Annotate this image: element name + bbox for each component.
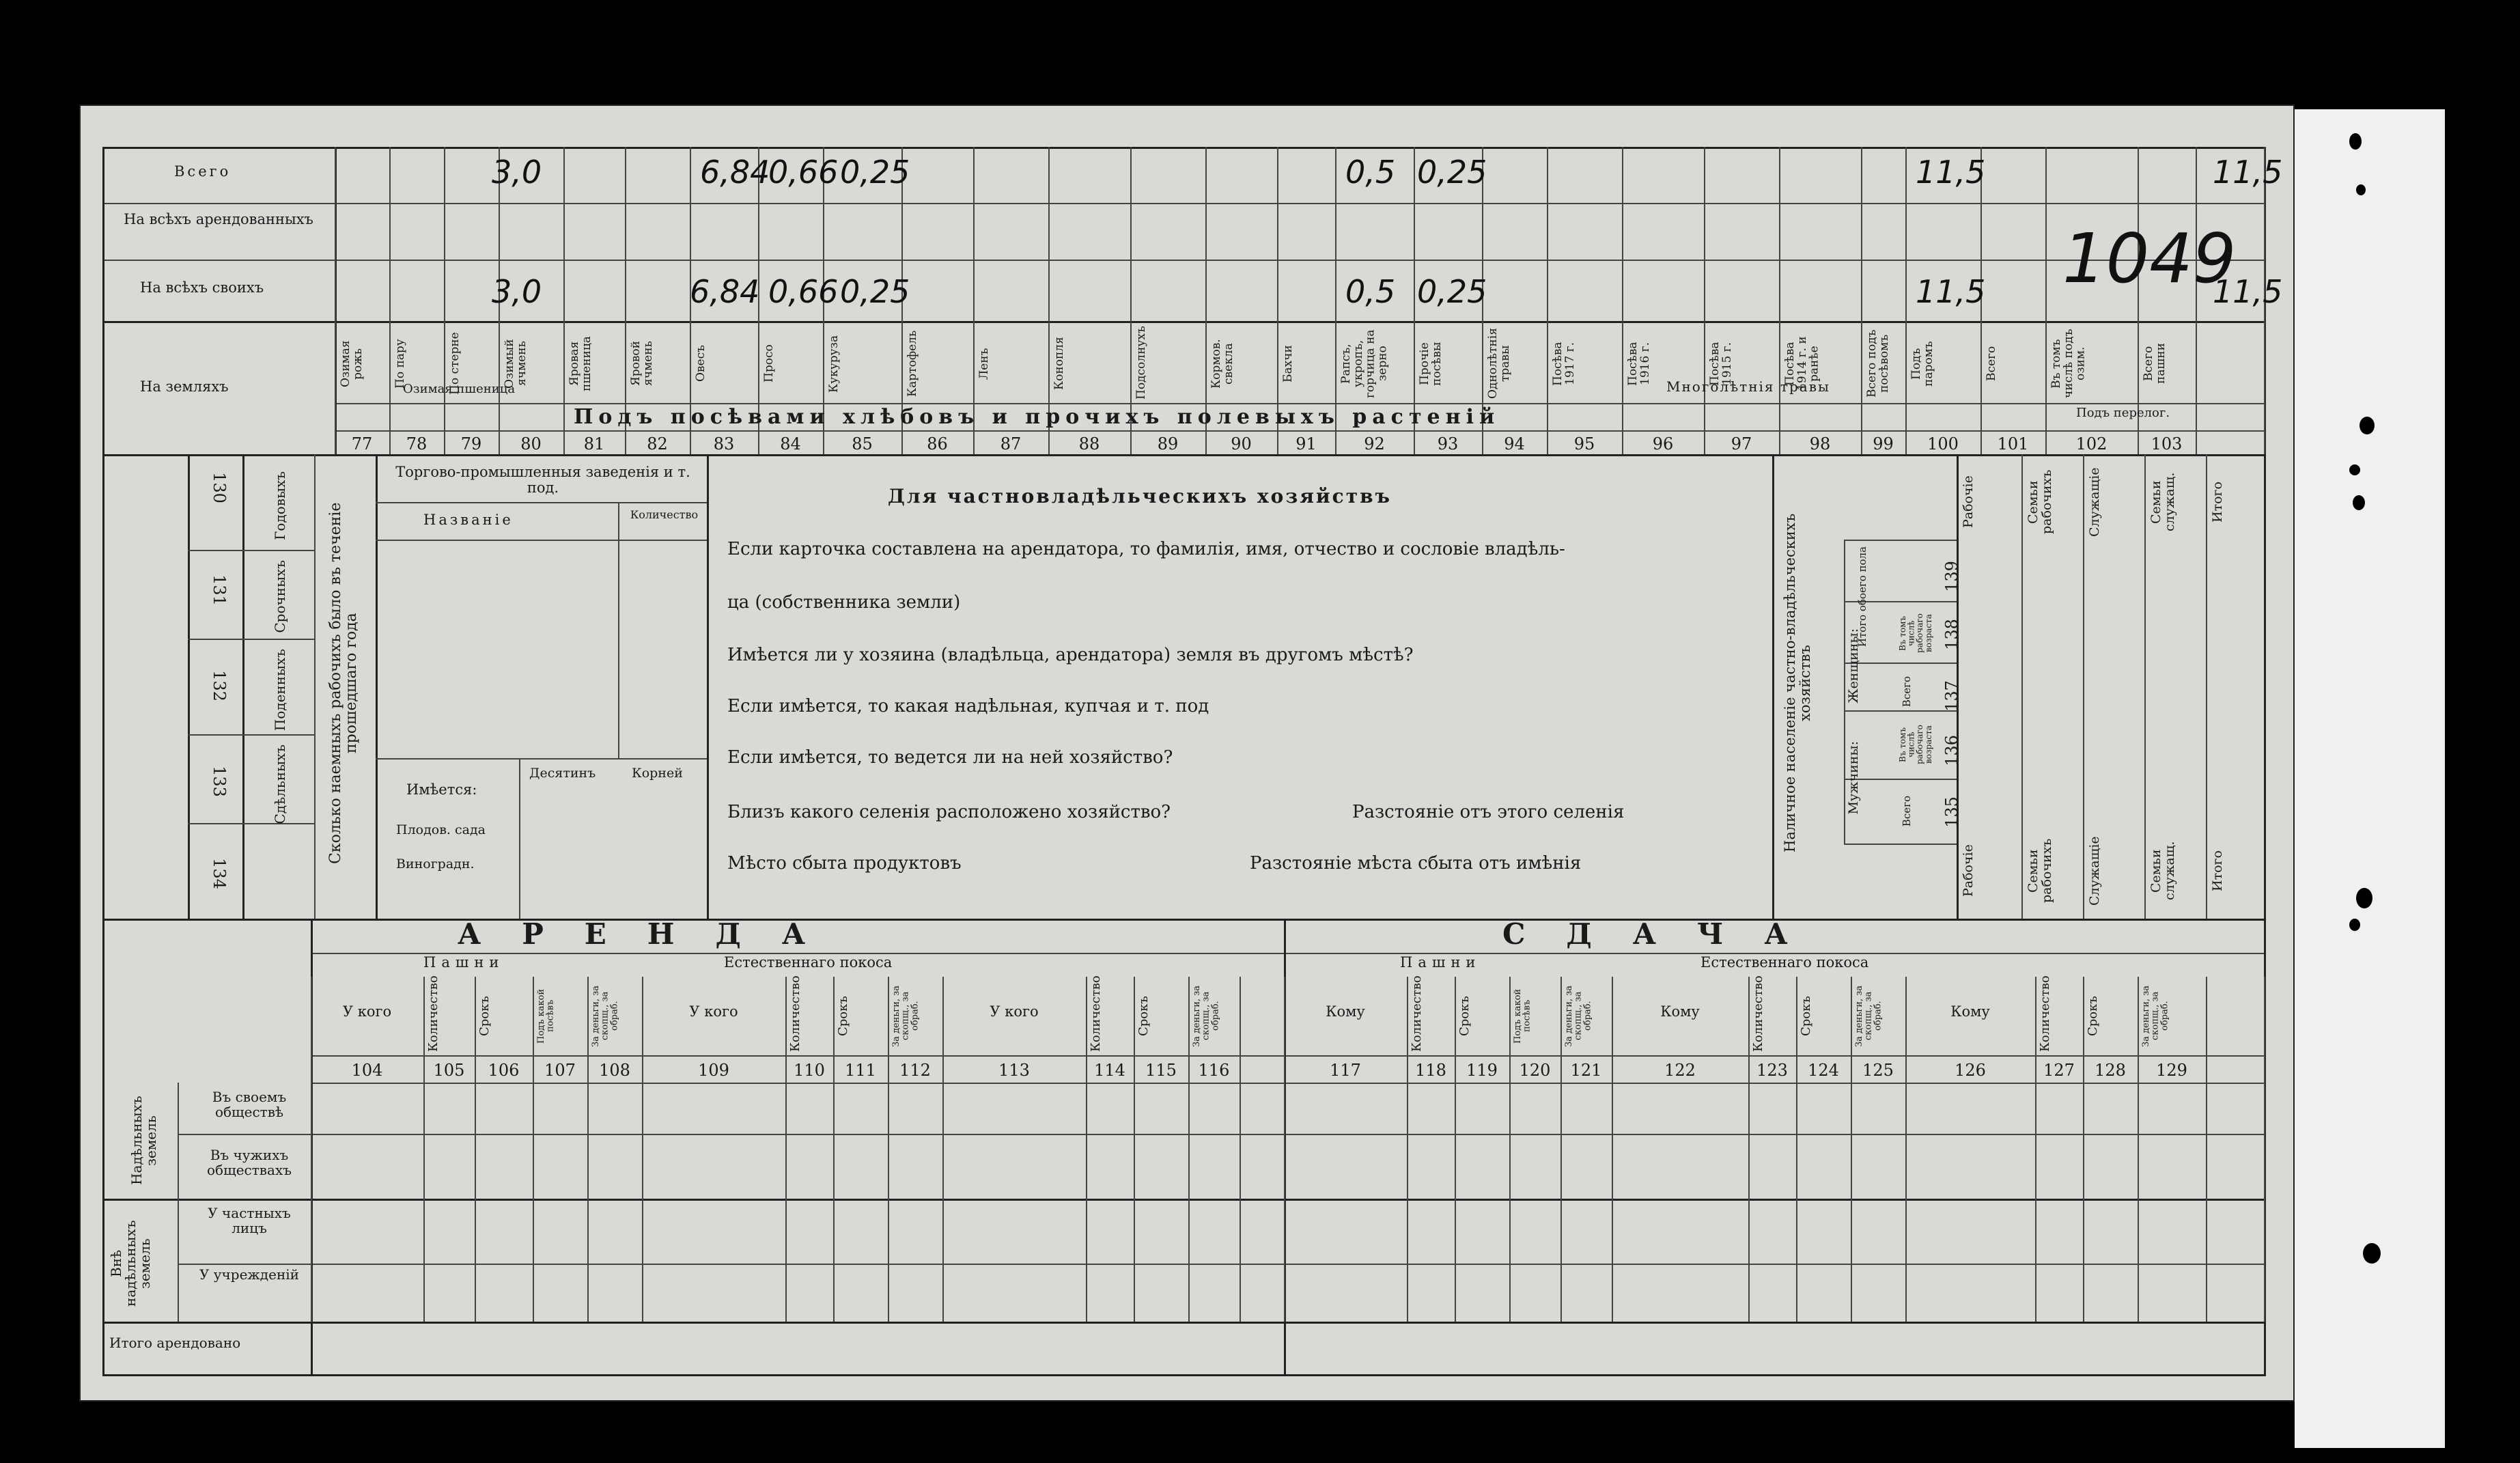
row-arend: На всѣхъ арендованныхъ [124,211,313,227]
column-rule [2196,147,2197,454]
arenda-number: 115 [1145,1061,1177,1080]
population-column-label: Служащіе [2087,467,2102,537]
arenda-column-rule [1086,977,1087,1322]
row-vsego: Всего [174,163,232,180]
desyatin: Десятинъ [529,766,596,781]
column-number: 89 [1157,434,1179,454]
population-column-label: Итого [2210,482,2225,522]
column-number: 91 [1296,434,1317,454]
hand-s-ozim: 3,0 [492,273,542,310]
arenda-number: 121 [1570,1061,1602,1080]
arenda-header: Количество [426,975,440,1052]
arenda-header: Срокъ [1799,996,1813,1036]
hand-s-yachmen: 6,84 [690,273,760,310]
num-134: 134 [209,858,229,889]
crop-header: Всего подъ посѣвомъ [1865,329,1891,398]
crop-header: Подъ паромъ [1909,341,1935,387]
torg-title: Торгово-промышленныя заведенія и т. под. [395,464,690,497]
arenda-number: 127 [2043,1061,2075,1080]
arenda-header: Количество [1089,975,1103,1052]
arenda-header: За деньги, за скопщ., за обраб. [1192,985,1221,1047]
arenda-number: 119 [1466,1061,1498,1080]
arenda-number: 107 [544,1061,576,1080]
punch-mark [2363,1243,2381,1264]
arenda-header: У кого [990,1003,1039,1020]
num-130: 130 [209,472,229,503]
arenda-column-rule [1188,977,1190,1322]
column-number: 79 [460,434,482,454]
punch-mark [2349,133,2362,150]
column-number: 97 [1731,434,1752,454]
num-133: 133 [209,766,229,797]
arenda-number: 126 [1955,1061,1986,1080]
arenda-number: 128 [2095,1061,2126,1080]
column-number: 96 [1652,434,1674,454]
num-132: 132 [209,670,229,701]
mnogolet-label: Многолѣтнія травы [1666,378,1830,395]
crop-header: Подсолнухъ [1134,326,1148,400]
w-sdelnykh: Сдѣльныхъ [272,744,288,824]
pashni-a: Пашни [423,954,505,971]
column-number: 82 [647,434,668,454]
population-number: 139 [1942,561,1961,592]
imeetsya: Имѣется: [406,781,477,798]
column-number: 85 [852,434,873,454]
hand-s-proso: 0,25 [840,273,910,310]
population-column-label: Семьи рабочихъ [2026,469,2054,535]
crop-header: Всего [1985,346,1998,382]
arenda-column-rule [311,977,312,1322]
hand-v-vsego: 11,5 [1916,154,1986,191]
arenda-column-rule [1796,977,1797,1322]
arenda-header: За деньги, за скопщ., за обраб. [891,985,921,1047]
arenda-number: 113 [998,1061,1030,1080]
column-number: 90 [1231,434,1252,454]
q1b: ца (собственника земли) [727,592,961,613]
crop-header: Въ томъ числѣ подъ озим. [2049,329,2088,399]
arenda-number: 108 [599,1061,630,1080]
arenda-column-rule [785,977,787,1322]
column-rule [1779,147,1780,454]
column-rule [1905,147,1907,454]
arenda-number: 104 [351,1061,383,1080]
population-column-label: Семьи служащ. [2148,472,2177,532]
arenda-column-rule [475,977,476,1322]
q6a: Мѣсто сбыта продуктовъ [727,853,962,874]
itogo-obshe: Итого обоего пола [1856,546,1868,647]
column-number: 98 [1809,434,1831,454]
nadel-label: Надѣльныхъ земель [128,1096,159,1186]
arenda-header: Срокъ [1457,996,1472,1036]
arenda-number: 129 [2156,1061,2187,1080]
hand-v-bakhchi: 0,5 [1345,154,1396,191]
arenda-column-rule [1905,977,1907,1322]
pashni-s: Пашни [1400,954,1481,971]
arenda-column-rule [1612,977,1613,1322]
column-rule [1547,147,1548,454]
sdacha-title: СДАЧА [1502,917,1829,951]
arenda-number: 117 [1330,1061,1361,1080]
arenda-number: 110 [794,1061,825,1080]
row-itogo-arend: Итого арендовано [109,1335,241,1351]
arenda-column-rule [1851,977,1852,1322]
q2: Имѣется ли у хозяина (владѣльца, арендатора) земля въ другомъ мѣстѣ? [727,645,1414,665]
hand-v-pashni: 11,5 [2213,154,2283,191]
arenda-column-rule [1509,977,1511,1322]
arenda-number: 112 [899,1061,931,1080]
column-number: 86 [927,434,948,454]
population-column-label: Семьи рабочихъ [2026,838,2054,904]
crop-header: Посѣва 1917 г. [1551,342,1577,386]
hand-s-bakhchi: 0,5 [1345,273,1396,310]
skolko-rabochikh: Сколько наемныхъ рабочихъ было въ теченіе прошедшаго года [327,502,361,864]
arenda-header: Срокъ [836,996,850,1036]
arenda-column-rule [888,977,889,1322]
arenda-column-rule [1134,977,1135,1322]
arenda-number: 122 [1664,1061,1696,1080]
arenda-number: 120 [1519,1061,1551,1080]
column-rule [1704,147,1705,454]
column-rule [335,147,336,454]
crop-header: Ленъ [977,348,991,380]
crop-header: Кормов. свекла [1209,339,1235,389]
arenda-column-rule [942,977,944,1322]
row-uchrezhdeniy: У учрежденій [199,1266,300,1283]
num-131: 131 [209,574,229,606]
private-title: Для частновладѣльческихъ хозяйствъ [888,485,1392,507]
arenda-number: 125 [1862,1061,1894,1080]
band-label: Подъ посѣвами хлѣбовъ и прочихъ полевыхъ растеній [574,405,1500,429]
rule [102,147,2264,149]
hand-v-raps: 0,25 [1417,154,1487,191]
vne-nadel-label: Внѣ надѣльныхъ земель [108,1220,153,1307]
column-rule [444,147,445,454]
plodov-sada: Плодов. сада [396,822,486,837]
column-number: 94 [1504,434,1525,454]
crop-header: Озимая рожь [339,340,365,387]
column-number: 88 [1078,434,1100,454]
column-number: 84 [780,434,801,454]
crop-header: Овесъ [694,345,708,382]
arenda-header: Кому [1660,1003,1700,1020]
crop-header: Просо [762,344,776,383]
kolichestvo: Количество [630,508,699,521]
arenda-column-rule [2035,977,2036,1322]
crop-header: По пару [393,339,407,389]
column-rule [2045,147,2047,454]
punch-mark [2356,184,2366,195]
column-number: 92 [1364,434,1385,454]
arenda-number: 118 [1415,1061,1446,1080]
arenda-column-rule [2138,977,2139,1322]
rabochego-m: Въ томъ числѣ рабочаго возраста [1898,725,1933,764]
column-rule [1622,147,1623,454]
vsego-m: Всего [1901,796,1913,827]
hand-v-proso: 0,25 [840,154,910,191]
arenda-number: 114 [1094,1061,1125,1080]
column-rule [389,147,391,454]
crop-header: Рапсъ, укропъ, горчица на зерно [1339,329,1390,398]
crop-header: Конопля [1052,337,1066,391]
row-svoikh: На всѣхъ своихъ [140,279,264,296]
column-number: 101 [1997,434,2029,454]
punch-mark [2349,464,2360,475]
population-number: 136 [1942,735,1961,766]
arenda-number: 109 [698,1061,729,1080]
population-column-label: Итого [2210,850,2225,891]
arenda-header: Срокъ [1136,996,1151,1036]
column-number: 100 [1927,434,1959,454]
population-column-label: Рабочіе [1961,844,1976,897]
row-chuzhikh: Въ чужихъ обществахъ [207,1147,292,1178]
arenda-column-rule [1560,977,1562,1322]
arenda-number: 105 [433,1061,465,1080]
nazvanie: Названіе [423,512,514,528]
arenda-header: За деньги, за скопщ., за обраб. [1564,985,1593,1047]
column-number: 95 [1573,434,1595,454]
column-number: 77 [351,434,373,454]
q6b: Разстояніе мѣста сбыта отъ имѣнія [1250,853,1582,874]
crop-header: Яровой ячмень [629,341,655,387]
arenda-number: 116 [1198,1061,1230,1080]
q4: Если имѣется, то ведется ли на ней хозяйство? [727,747,1173,768]
column-number: 103 [2151,434,2183,454]
punch-mark [2349,919,2360,931]
arenda-column-rule [1407,977,1408,1322]
column-number: 80 [520,434,542,454]
arenda-header: Количество [788,975,802,1052]
vinogradnik: Виноградн. [396,856,475,872]
ozim-pshenica-label: Озимая пшеница [403,382,516,396]
column-rule [563,147,565,454]
arenda-column-rule [2264,977,2265,1322]
crop-header: Однолѣтнія травы [1486,328,1512,400]
hand-s-pashni: 11,5 [2213,273,2283,310]
column-number: 93 [1437,434,1459,454]
population-number: 138 [1942,619,1961,650]
crop-header: Всего пашни [2142,343,2168,385]
crop-header: Яровая пшеница [568,336,593,391]
arenda-number: 106 [488,1061,520,1080]
arenda-column-rule [1284,977,1285,1322]
zhenshchiny: Женщины: [1846,628,1861,703]
arenda-column-rule [1455,977,1456,1322]
punch-mark [2356,888,2372,908]
arenda-header: Подъ какой посѣвъ [536,988,556,1044]
arenda-title: АРЕНДА [458,917,847,951]
arenda-header: Количество [1410,975,1424,1052]
crop-header: Картофель [906,330,919,398]
hand-v-oves: 0,66 [768,154,839,191]
row-na-zemlyakh: На земляхъ [140,378,229,395]
vsego-zh: Всего [1901,676,1913,708]
q5a: Близъ какого селенія расположено хозяйство? [727,802,1171,822]
column-number: 78 [406,434,428,454]
hand-big-number: 1049 [2062,219,2237,298]
perelog-label: Подъ перелог. [2076,406,2170,420]
crop-header: По стерне [448,332,462,395]
arenda-column-rule [533,977,534,1322]
arenda-header: Срокъ [2086,996,2100,1036]
arenda-column-rule [833,977,835,1322]
hand-s-vsego: 11,5 [1916,273,1986,310]
arenda-number: 111 [845,1061,876,1080]
arenda-column-rule [1748,977,1750,1322]
arenda-header: Кому [1326,1003,1365,1020]
population-column-label: Служащіе [2087,836,2102,906]
arenda-header: За деньги, за скопщ., за обраб. [1854,985,1884,1047]
crop-header: Посѣва 1915 г. [1708,342,1734,386]
arenda-column-rule [1240,977,1241,1322]
column-number: 102 [2075,434,2108,454]
row-svoem: Въ своемъ обществѣ [212,1089,287,1120]
hand-s-oves: 0,66 [768,273,839,310]
crop-header: Посѣва 1916 г. [1626,342,1652,386]
crop-header: Бахчи [1281,345,1295,382]
arenda-column-rule [642,977,643,1322]
population-column-label: Рабочіе [1961,475,1976,529]
row-chastnykh: У частныхъ лицъ [208,1205,291,1236]
population-number: 135 [1942,796,1961,828]
crop-header: Озимый ячмень [503,339,529,389]
arenda-header: За деньги, за скопщ., за обраб. [591,985,620,1047]
q5b: Разстояніе отъ этого селенія [1352,802,1625,822]
column-number: 81 [583,434,605,454]
population-number: 137 [1942,680,1961,712]
arenda-column-rule [2083,977,2084,1322]
arenda-header: За деньги, за скопщ., за обраб. [2141,985,2170,1047]
korney: Корней [632,766,683,781]
punch-mark [2353,495,2365,510]
hand-v-ozim: 3,0 [492,154,542,191]
arenda-column-rule [587,977,589,1322]
crop-header: Посѣва 1914 г. и ранѣе [1783,336,1821,391]
w-srochnykh: Срочныхъ [272,560,288,633]
q3: Если имѣется, то какая надѣльная, купчая и т. под [727,696,1209,716]
hand-v-yachmen: 6,84 [700,154,770,191]
rabochego-zh: Въ томъ числѣ рабочаго возраста [1898,613,1933,654]
arenda-header: Количество [2038,975,2052,1052]
column-number: 87 [1000,434,1022,454]
muzhchiny: Мужчины: [1846,741,1861,815]
column-number: 99 [1873,434,1894,454]
population-title: Наличное населеніе частно-владѣльческихъ хозяйствъ [1782,513,1814,853]
hand-s-raps: 0,25 [1417,273,1487,310]
pokos-s: Естественнаго покоса [1700,954,1869,971]
crop-header: Кукуруза [827,335,841,393]
crop-header: Прочіе посѣвы [1418,342,1444,386]
pokos-a: Естественнаго покоса [724,954,893,971]
w-godovykh: Годовыхъ [272,471,288,540]
arenda-column-rule [423,977,425,1322]
arenda-header: Подъ какой посѣвъ [1513,988,1532,1044]
arenda-number: 124 [1808,1061,1839,1080]
arenda-number: 123 [1756,1061,1788,1080]
arenda-header: Кому [1950,1003,1990,1020]
arenda-header: У кого [342,1003,392,1020]
population-column-label: Семьи служащ. [2148,841,2177,901]
arenda-header: У кого [689,1003,738,1020]
arenda-header: Количество [1751,975,1765,1052]
column-number: 83 [713,434,735,454]
punch-mark [2360,417,2375,434]
arenda-column-rule [2206,977,2207,1322]
w-podennykh: Поденныхъ [272,649,288,732]
arenda-header: Срокъ [477,996,492,1036]
column-rule [1861,147,1862,454]
q1a: Если карточка составлена на арендатора, то фамилія, имя, отчество и сословіе владѣль- [727,539,1565,559]
